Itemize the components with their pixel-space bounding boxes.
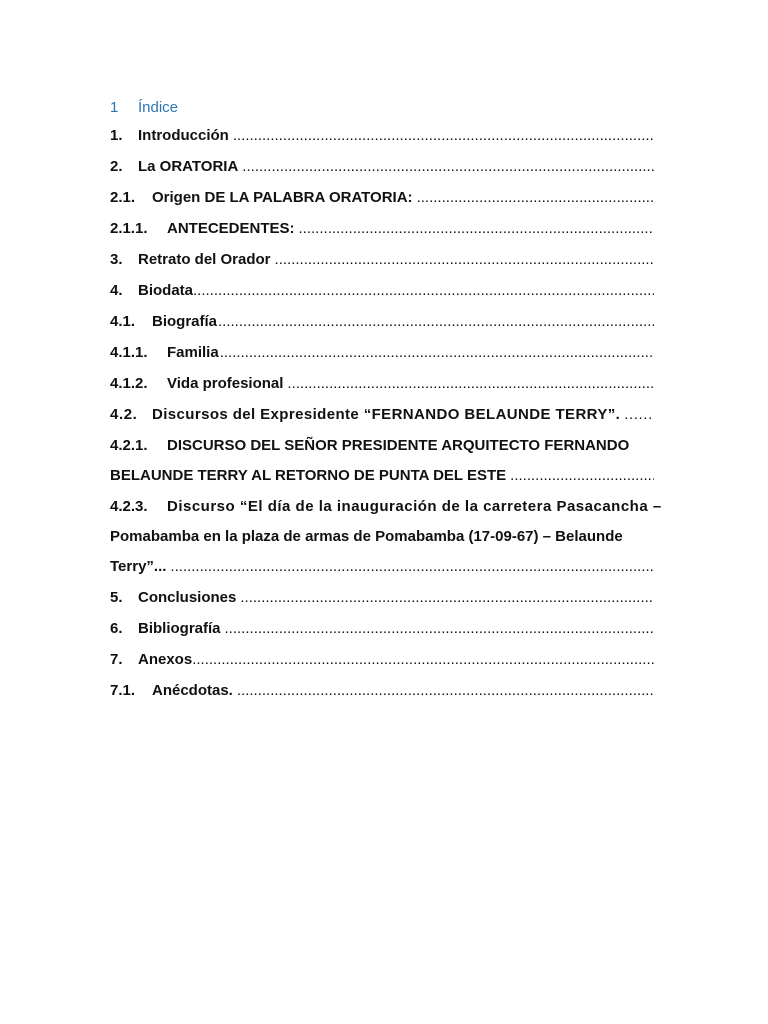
toc-entry-number: 4.1.2. <box>110 375 148 392</box>
toc-entry-title: Biografía <box>152 313 218 330</box>
toc-entry-discurso-pasacancha[interactable] <box>110 495 662 579</box>
table-of-contents <box>110 124 662 710</box>
toc-entry-number: 2.1.1. <box>110 220 148 237</box>
toc-entry-title-line3: Terry”... <box>110 558 167 575</box>
toc-entry-introduccion[interactable] <box>110 124 654 148</box>
toc-entry-title-line2: BELAUNDE TERRY AL RETORNO DE PUNTA DEL ESTE <box>110 467 507 484</box>
dot-leader <box>192 648 654 672</box>
dot-leader <box>299 217 654 241</box>
toc-entry-number: 6. <box>110 620 123 637</box>
dot-leader <box>275 248 654 272</box>
toc-entry-number: 4.1.1. <box>110 344 148 361</box>
toc-entry-number: 4.2.3. <box>110 498 148 515</box>
toc-entry-number: 2.1. <box>110 189 136 206</box>
toc-entry-anexos[interactable] <box>110 648 654 672</box>
dot-leader <box>287 372 654 396</box>
dot-leader <box>237 679 654 703</box>
toc-entry-number: 3. <box>110 251 123 268</box>
toc-entry-title-line2: Pomabamba en la plaza de armas de Pomabamba (17-09-67) – Belaunde <box>110 528 623 545</box>
toc-entry-number: 7. <box>110 651 123 668</box>
toc-entry-biodata[interactable] <box>110 279 654 303</box>
dot-leader <box>193 279 654 303</box>
dot-leader <box>240 586 654 610</box>
toc-entry-title: Anécdotas. <box>152 682 233 699</box>
toc-entry-la-oratoria[interactable] <box>110 155 654 179</box>
toc-heading-number: 1 <box>110 99 119 116</box>
toc-entry-title: Familia <box>167 344 219 361</box>
toc-heading <box>110 99 178 116</box>
toc-entry-anecdotas[interactable] <box>110 679 654 703</box>
toc-entry-title: Vida profesional <box>167 375 284 392</box>
toc-entry-number: 4. <box>110 282 123 299</box>
dot-leader <box>417 186 654 210</box>
dot-leader <box>170 555 654 579</box>
toc-entry-title: Introducción <box>138 127 229 144</box>
toc-entry-number: 4.2.1. <box>110 437 148 454</box>
toc-entry-number: 4.2. <box>110 406 138 423</box>
toc-entry-number: 2. <box>110 158 123 175</box>
toc-heading-title: Índice <box>138 99 179 116</box>
dot-leader <box>220 341 654 365</box>
toc-entry-origen-oratoria[interactable] <box>110 186 654 210</box>
toc-entry-title: Retrato del Orador <box>138 251 271 268</box>
dot-leader <box>510 464 654 488</box>
toc-entry-vida-profesional[interactable] <box>110 372 654 396</box>
toc-entry-title-line1: DISCURSO DEL SEÑOR PRESIDENTE ARQUITECTO FERNANDO <box>167 437 630 454</box>
toc-entry-retrato-orador[interactable] <box>110 248 654 272</box>
toc-entry-bibliografia[interactable] <box>110 617 654 641</box>
toc-entry-familia[interactable] <box>110 341 654 365</box>
toc-entry-title: Origen DE LA PALABRA ORATORIA: <box>152 189 413 206</box>
toc-entry-title: Bibliografía <box>138 620 221 637</box>
toc-entry-number: 1. <box>110 127 123 144</box>
toc-entry-title: Discursos del Expresidente “FERNANDO BELAUNDE TERRY”. <box>152 406 621 423</box>
toc-entry-title: Conclusiones <box>138 589 237 606</box>
toc-entry-title-line1: Discurso “El día de la inauguración de la carretera Pasacancha – <box>167 498 662 515</box>
dot-leader <box>242 155 654 179</box>
toc-entry-title: ANTECEDENTES: <box>167 220 295 237</box>
toc-entry-number: 7.1. <box>110 682 136 699</box>
dot-leader <box>218 310 654 334</box>
toc-entry-title: Biodata <box>138 282 194 299</box>
dot-leader <box>233 124 654 148</box>
toc-entry-biografia[interactable] <box>110 310 654 334</box>
toc-entry-title: La ORATORIA <box>138 158 239 175</box>
dot-leader <box>624 403 654 427</box>
toc-entry-conclusiones[interactable] <box>110 586 654 610</box>
toc-entry-number: 4.1. <box>110 313 136 330</box>
dot-leader <box>225 617 654 641</box>
toc-entry-antecedentes[interactable] <box>110 217 654 241</box>
toc-entry-title: Anexos <box>138 651 193 668</box>
toc-entry-number: 5. <box>110 589 123 606</box>
toc-entry-discurso-punta-del-este[interactable] <box>110 434 654 488</box>
toc-entry-discursos[interactable] <box>110 403 654 427</box>
